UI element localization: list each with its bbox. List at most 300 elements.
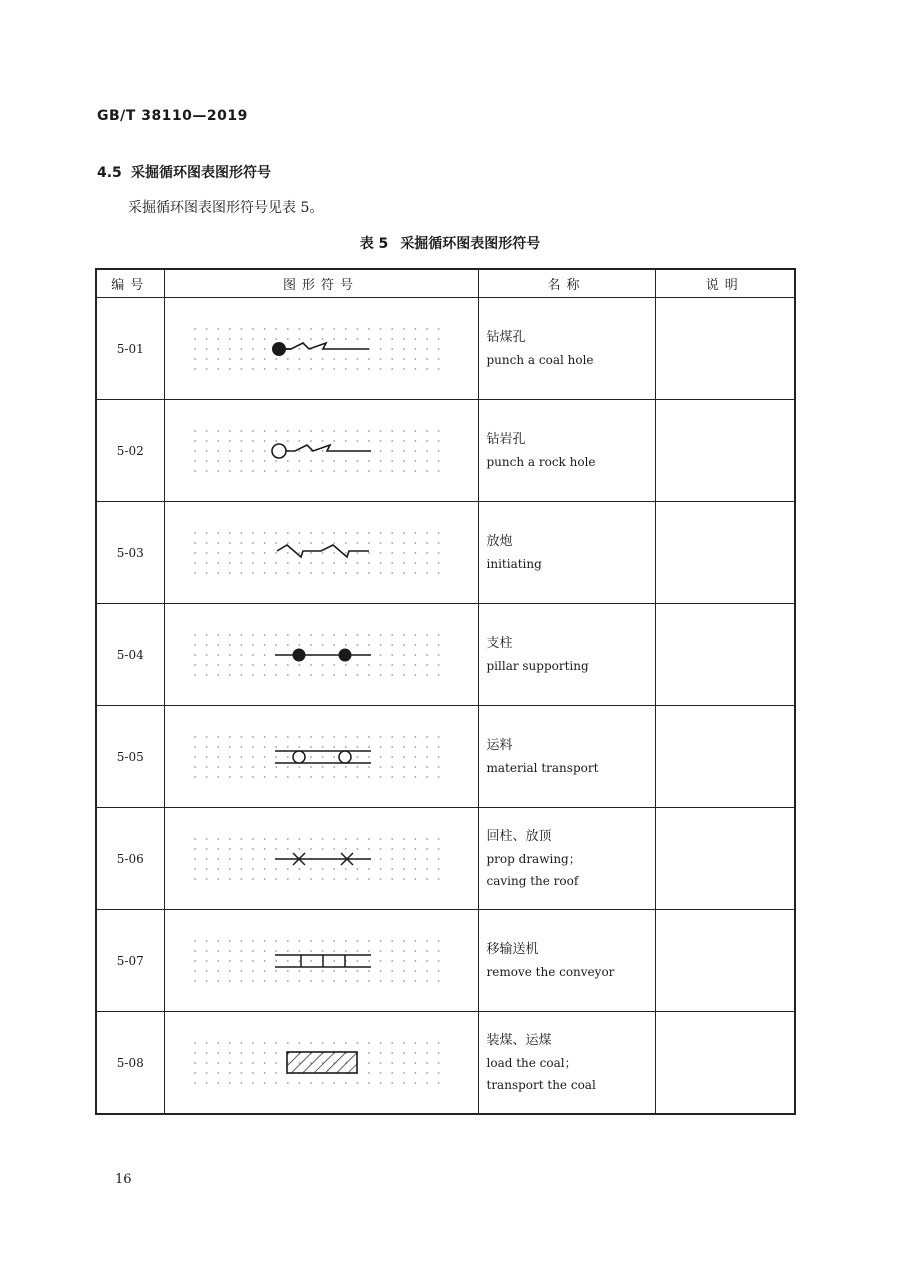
grid-dot xyxy=(299,940,301,942)
grid-dot xyxy=(380,766,382,768)
grid-dot xyxy=(426,664,428,666)
grid-dot xyxy=(333,868,335,870)
grid-dot xyxy=(391,1062,393,1064)
grid-dot xyxy=(264,368,266,370)
note-cell xyxy=(655,400,795,502)
grid-dot xyxy=(345,736,347,738)
grid-dot xyxy=(217,970,219,972)
grid-dot xyxy=(415,950,417,952)
grid-dot xyxy=(415,532,417,534)
grid-dot xyxy=(264,940,266,942)
grid-dot xyxy=(368,644,370,646)
grid-dot xyxy=(345,634,347,636)
grid-dot xyxy=(310,756,312,758)
grid-dot xyxy=(368,868,370,870)
grid-dot xyxy=(438,654,440,656)
grid-dot xyxy=(438,460,440,462)
grid-dot xyxy=(345,532,347,534)
grid-dot xyxy=(345,644,347,646)
grid-dot xyxy=(252,1042,254,1044)
symbol-cell xyxy=(164,1012,478,1115)
grid-dot xyxy=(194,358,196,360)
grid-dot xyxy=(322,542,324,544)
grid-dot xyxy=(310,1082,312,1084)
grid-dot xyxy=(426,736,428,738)
grid-dot xyxy=(229,766,231,768)
grid-dot xyxy=(403,470,405,472)
grid-dot xyxy=(206,532,208,534)
grid-dot xyxy=(275,338,277,340)
row-code: 5-03 xyxy=(96,502,164,604)
grid-dot xyxy=(368,460,370,462)
grid-dot xyxy=(275,848,277,850)
grid-dot xyxy=(299,368,301,370)
grid-dot xyxy=(345,848,347,850)
grid-dot xyxy=(438,532,440,534)
grid-dot xyxy=(206,960,208,962)
grid-dot xyxy=(333,1042,335,1044)
grid-dot xyxy=(252,470,254,472)
grid-dot xyxy=(241,562,243,564)
grid-dot xyxy=(206,868,208,870)
grid-dot xyxy=(275,440,277,442)
name-zh: 钻煤孔 xyxy=(486,329,526,345)
grid-dot xyxy=(194,348,196,350)
grid-dot xyxy=(403,756,405,758)
grid-dot xyxy=(264,838,266,840)
grid-dot xyxy=(426,562,428,564)
grid-dot xyxy=(310,634,312,636)
grid-dot xyxy=(357,368,359,370)
grid-dot xyxy=(275,328,277,330)
grid-dot xyxy=(252,562,254,564)
grid-dot xyxy=(345,766,347,768)
name-zh: 支柱 xyxy=(486,635,513,651)
grid-dot xyxy=(438,756,440,758)
grid-dot xyxy=(229,756,231,758)
grid-dot xyxy=(426,766,428,768)
grid-dot xyxy=(426,1042,428,1044)
grid-dot xyxy=(229,1072,231,1074)
grid-dot xyxy=(403,1082,405,1084)
grid-dot xyxy=(426,940,428,942)
grid-dot xyxy=(206,766,208,768)
grid-dot xyxy=(415,858,417,860)
grid-dot xyxy=(380,644,382,646)
grid-dot xyxy=(264,858,266,860)
grid-dot xyxy=(241,460,243,462)
grid-dot xyxy=(345,358,347,360)
grid-dot xyxy=(229,328,231,330)
grid-dot xyxy=(206,542,208,544)
grid-dot xyxy=(252,450,254,452)
grid-dot xyxy=(380,450,382,452)
grid-dot xyxy=(415,460,417,462)
grid-dot xyxy=(194,328,196,330)
grid-dot xyxy=(275,1062,277,1064)
grid-dot xyxy=(438,674,440,676)
grid-dot xyxy=(264,746,266,748)
grid-dot xyxy=(275,674,277,676)
grid-dot xyxy=(194,572,196,574)
grid-dot xyxy=(438,766,440,768)
grid-dot xyxy=(229,1062,231,1064)
grid-dot xyxy=(252,940,254,942)
grid-dot xyxy=(241,1052,243,1054)
grid-dot xyxy=(264,1082,266,1084)
grid-dot xyxy=(380,470,382,472)
grid-dot xyxy=(380,736,382,738)
grid-dot xyxy=(368,328,370,330)
grid-dot xyxy=(368,430,370,432)
grid-dot xyxy=(310,950,312,952)
grid-dot xyxy=(415,542,417,544)
grid-dot xyxy=(391,950,393,952)
grid-dot xyxy=(206,940,208,942)
grid-dot xyxy=(345,950,347,952)
grid-dot xyxy=(333,766,335,768)
grid-dot xyxy=(194,368,196,370)
grid-dot xyxy=(299,746,301,748)
grid-dot xyxy=(426,338,428,340)
grid-dot xyxy=(368,358,370,360)
grid-dot xyxy=(391,756,393,758)
grid-dot xyxy=(275,1072,277,1074)
grid-dot xyxy=(415,562,417,564)
table-row xyxy=(96,502,795,604)
grid-dot xyxy=(194,664,196,666)
grid-dot xyxy=(415,664,417,666)
grid-dot xyxy=(333,1082,335,1084)
grid-dot xyxy=(206,460,208,462)
grid-dot xyxy=(403,450,405,452)
name-en: prop drawing； xyxy=(486,851,581,866)
grid-dot xyxy=(357,358,359,360)
grid-dot xyxy=(415,940,417,942)
grid-dot xyxy=(229,470,231,472)
material-transport-symbol xyxy=(191,731,451,783)
grid-dot xyxy=(229,654,231,656)
grid-dot xyxy=(194,878,196,880)
grid-dot xyxy=(299,358,301,360)
grid-dot xyxy=(206,358,208,360)
grid-dot xyxy=(217,542,219,544)
grid-dot xyxy=(252,552,254,554)
grid-dot xyxy=(391,868,393,870)
grid-dot xyxy=(264,736,266,738)
grid-dot xyxy=(287,1082,289,1084)
grid-dot xyxy=(194,1062,196,1064)
row-code: 5-01 xyxy=(96,298,164,400)
note-cell xyxy=(655,808,795,910)
grid-dot xyxy=(287,960,289,962)
grid-dot xyxy=(310,1042,312,1044)
grid-dot xyxy=(357,542,359,544)
row-code: 5-02 xyxy=(96,400,164,502)
grid-dot xyxy=(357,1042,359,1044)
grid-dot xyxy=(380,368,382,370)
grid-dot xyxy=(275,960,277,962)
grid-dot xyxy=(310,674,312,676)
grid-dot xyxy=(426,460,428,462)
grid-dot xyxy=(194,736,196,738)
grid-dot xyxy=(345,746,347,748)
grid-dot xyxy=(415,674,417,676)
name-en: transport the coal xyxy=(486,1077,596,1092)
grid-dot xyxy=(391,940,393,942)
grid-dot xyxy=(333,532,335,534)
grid-dot xyxy=(368,736,370,738)
grid-dot xyxy=(217,532,219,534)
grid-dot xyxy=(403,634,405,636)
grid-dot xyxy=(275,430,277,432)
grid-dot xyxy=(241,960,243,962)
grid-dot xyxy=(415,868,417,870)
grid-dot xyxy=(391,430,393,432)
grid-dot xyxy=(275,1042,277,1044)
grid-dot xyxy=(299,878,301,880)
grid-dot xyxy=(264,634,266,636)
grid-dot xyxy=(241,766,243,768)
grid-dot xyxy=(345,868,347,870)
grid-dot xyxy=(264,960,266,962)
grid-dot xyxy=(299,848,301,850)
grid-dot xyxy=(252,950,254,952)
grid-dot xyxy=(217,980,219,982)
grid-dot xyxy=(426,368,428,370)
grid-dot xyxy=(357,950,359,952)
grid-dot xyxy=(438,746,440,748)
grid-dot xyxy=(264,980,266,982)
grid-dot xyxy=(357,644,359,646)
grid-dot xyxy=(438,1072,440,1074)
grid-dot xyxy=(391,654,393,656)
name-zh: 回柱、放顶 xyxy=(486,828,552,844)
grid-dot xyxy=(403,430,405,432)
grid-dot xyxy=(229,838,231,840)
grid-dot xyxy=(287,868,289,870)
name-en: caving the roof xyxy=(486,873,579,888)
grid-dot xyxy=(380,980,382,982)
grid-dot xyxy=(415,1072,417,1074)
grid-dot xyxy=(194,634,196,636)
table-row xyxy=(96,604,795,706)
grid-dot xyxy=(391,470,393,472)
grid-dot xyxy=(241,1042,243,1044)
grid-dot xyxy=(403,868,405,870)
grid-dot xyxy=(287,368,289,370)
grid-dot xyxy=(299,470,301,472)
grid-dot xyxy=(287,940,289,942)
grid-dot xyxy=(206,756,208,758)
grid-dot xyxy=(299,440,301,442)
grid-dot xyxy=(391,674,393,676)
grid-dot xyxy=(438,634,440,636)
grid-dot xyxy=(217,368,219,370)
grid-dot xyxy=(357,664,359,666)
grid-dot xyxy=(194,532,196,534)
grid-dot xyxy=(403,776,405,778)
grid-dot xyxy=(287,970,289,972)
grid-dot xyxy=(438,644,440,646)
grid-dot xyxy=(264,766,266,768)
grid-dot xyxy=(264,532,266,534)
grid-dot xyxy=(426,848,428,850)
grid-dot xyxy=(357,878,359,880)
grid-dot xyxy=(380,532,382,534)
grid-dot xyxy=(241,572,243,574)
grid-dot xyxy=(299,970,301,972)
grid-dot xyxy=(345,1042,347,1044)
grid-dot xyxy=(229,572,231,574)
section-number: 4.5 xyxy=(97,165,122,181)
grid-dot xyxy=(391,848,393,850)
grid-dot xyxy=(368,338,370,340)
grid-dot xyxy=(333,664,335,666)
grid-dot xyxy=(403,960,405,962)
grid-dot xyxy=(380,776,382,778)
note-cell xyxy=(655,298,795,400)
grid-dot xyxy=(391,358,393,360)
grid-dot xyxy=(299,460,301,462)
grid-dot xyxy=(438,562,440,564)
grid-dot xyxy=(241,878,243,880)
grid-dot xyxy=(287,664,289,666)
grid-dot xyxy=(275,950,277,952)
pillar-supporting-symbol xyxy=(191,629,451,681)
name-cell xyxy=(478,298,655,400)
grid-dot xyxy=(403,1062,405,1064)
grid-dot xyxy=(357,572,359,574)
grid-dot xyxy=(426,838,428,840)
grid-dot xyxy=(380,460,382,462)
grid-dot xyxy=(322,940,324,942)
grid-dot xyxy=(333,736,335,738)
grid-dot xyxy=(217,450,219,452)
grid-dot xyxy=(206,776,208,778)
grid-dot xyxy=(357,562,359,564)
grid-dot xyxy=(357,470,359,472)
grid-dot xyxy=(357,460,359,462)
grid-dot xyxy=(299,960,301,962)
grid-dot xyxy=(287,358,289,360)
grid-dot xyxy=(264,878,266,880)
grid-dot xyxy=(345,878,347,880)
grid-dot xyxy=(252,756,254,758)
grid-dot xyxy=(194,654,196,656)
grid-dot xyxy=(217,1062,219,1064)
grid-dot xyxy=(287,766,289,768)
grid-dot xyxy=(229,664,231,666)
grid-dot xyxy=(252,1062,254,1064)
grid-dot xyxy=(333,960,335,962)
grid-dot xyxy=(333,980,335,982)
table-caption xyxy=(0,233,900,253)
grid-dot xyxy=(275,1052,277,1054)
grid-dot xyxy=(241,940,243,942)
grid-dot xyxy=(333,940,335,942)
grid-dot xyxy=(310,746,312,748)
grid-dot xyxy=(368,756,370,758)
grid-dot xyxy=(241,440,243,442)
grid-dot xyxy=(241,1082,243,1084)
grid-dot xyxy=(415,1042,417,1044)
grid-dot xyxy=(426,868,428,870)
grid-dot xyxy=(415,970,417,972)
grid-dot xyxy=(206,980,208,982)
grid-dot xyxy=(403,440,405,442)
grid-dot xyxy=(206,328,208,330)
grid-dot xyxy=(264,1052,266,1054)
grid-dot xyxy=(217,664,219,666)
grid-dot xyxy=(345,776,347,778)
grid-dot xyxy=(275,644,277,646)
grid-dot xyxy=(252,368,254,370)
grid-dot xyxy=(206,746,208,748)
grid-dot xyxy=(299,838,301,840)
grid-dot xyxy=(264,776,266,778)
grid-dot xyxy=(357,756,359,758)
grid-dot xyxy=(252,634,254,636)
name-cell xyxy=(478,706,655,808)
grid-dot xyxy=(403,644,405,646)
grid-dot xyxy=(345,838,347,840)
grid-dot xyxy=(380,848,382,850)
grid-dot xyxy=(391,562,393,564)
grid-dot xyxy=(391,440,393,442)
grid-dot xyxy=(333,950,335,952)
grid-dot xyxy=(217,358,219,360)
grid-dot xyxy=(391,328,393,330)
grid-dot xyxy=(299,736,301,738)
grid-dot xyxy=(264,868,266,870)
grid-dot xyxy=(368,970,370,972)
grid-dot xyxy=(264,470,266,472)
grid-dot xyxy=(438,552,440,554)
grid-dot xyxy=(438,470,440,472)
grid-dot xyxy=(380,654,382,656)
grid-dot xyxy=(415,960,417,962)
grid-dot xyxy=(380,970,382,972)
grid-dot xyxy=(322,878,324,880)
grid-dot xyxy=(415,634,417,636)
grid-dot xyxy=(194,960,196,962)
grid-dot xyxy=(206,348,208,350)
grid-dot xyxy=(322,1082,324,1084)
grid-dot xyxy=(310,440,312,442)
grid-dot xyxy=(299,542,301,544)
grid-dot xyxy=(287,1042,289,1044)
grid-dot xyxy=(241,746,243,748)
grid-dot xyxy=(206,1052,208,1054)
grid-dot xyxy=(345,470,347,472)
grid-dot xyxy=(368,664,370,666)
grid-dot xyxy=(217,756,219,758)
grid-dot xyxy=(368,532,370,534)
grid-dot xyxy=(229,358,231,360)
grid-dot xyxy=(217,470,219,472)
grid-dot xyxy=(380,1072,382,1074)
grid-dot xyxy=(403,858,405,860)
grid-dot xyxy=(322,358,324,360)
grid-dot xyxy=(217,1042,219,1044)
grid-dot xyxy=(252,328,254,330)
name-cell xyxy=(478,400,655,502)
grid-dot xyxy=(229,532,231,534)
grid-dot xyxy=(368,940,370,942)
grid-dot xyxy=(229,960,231,962)
grid-dot xyxy=(345,674,347,676)
